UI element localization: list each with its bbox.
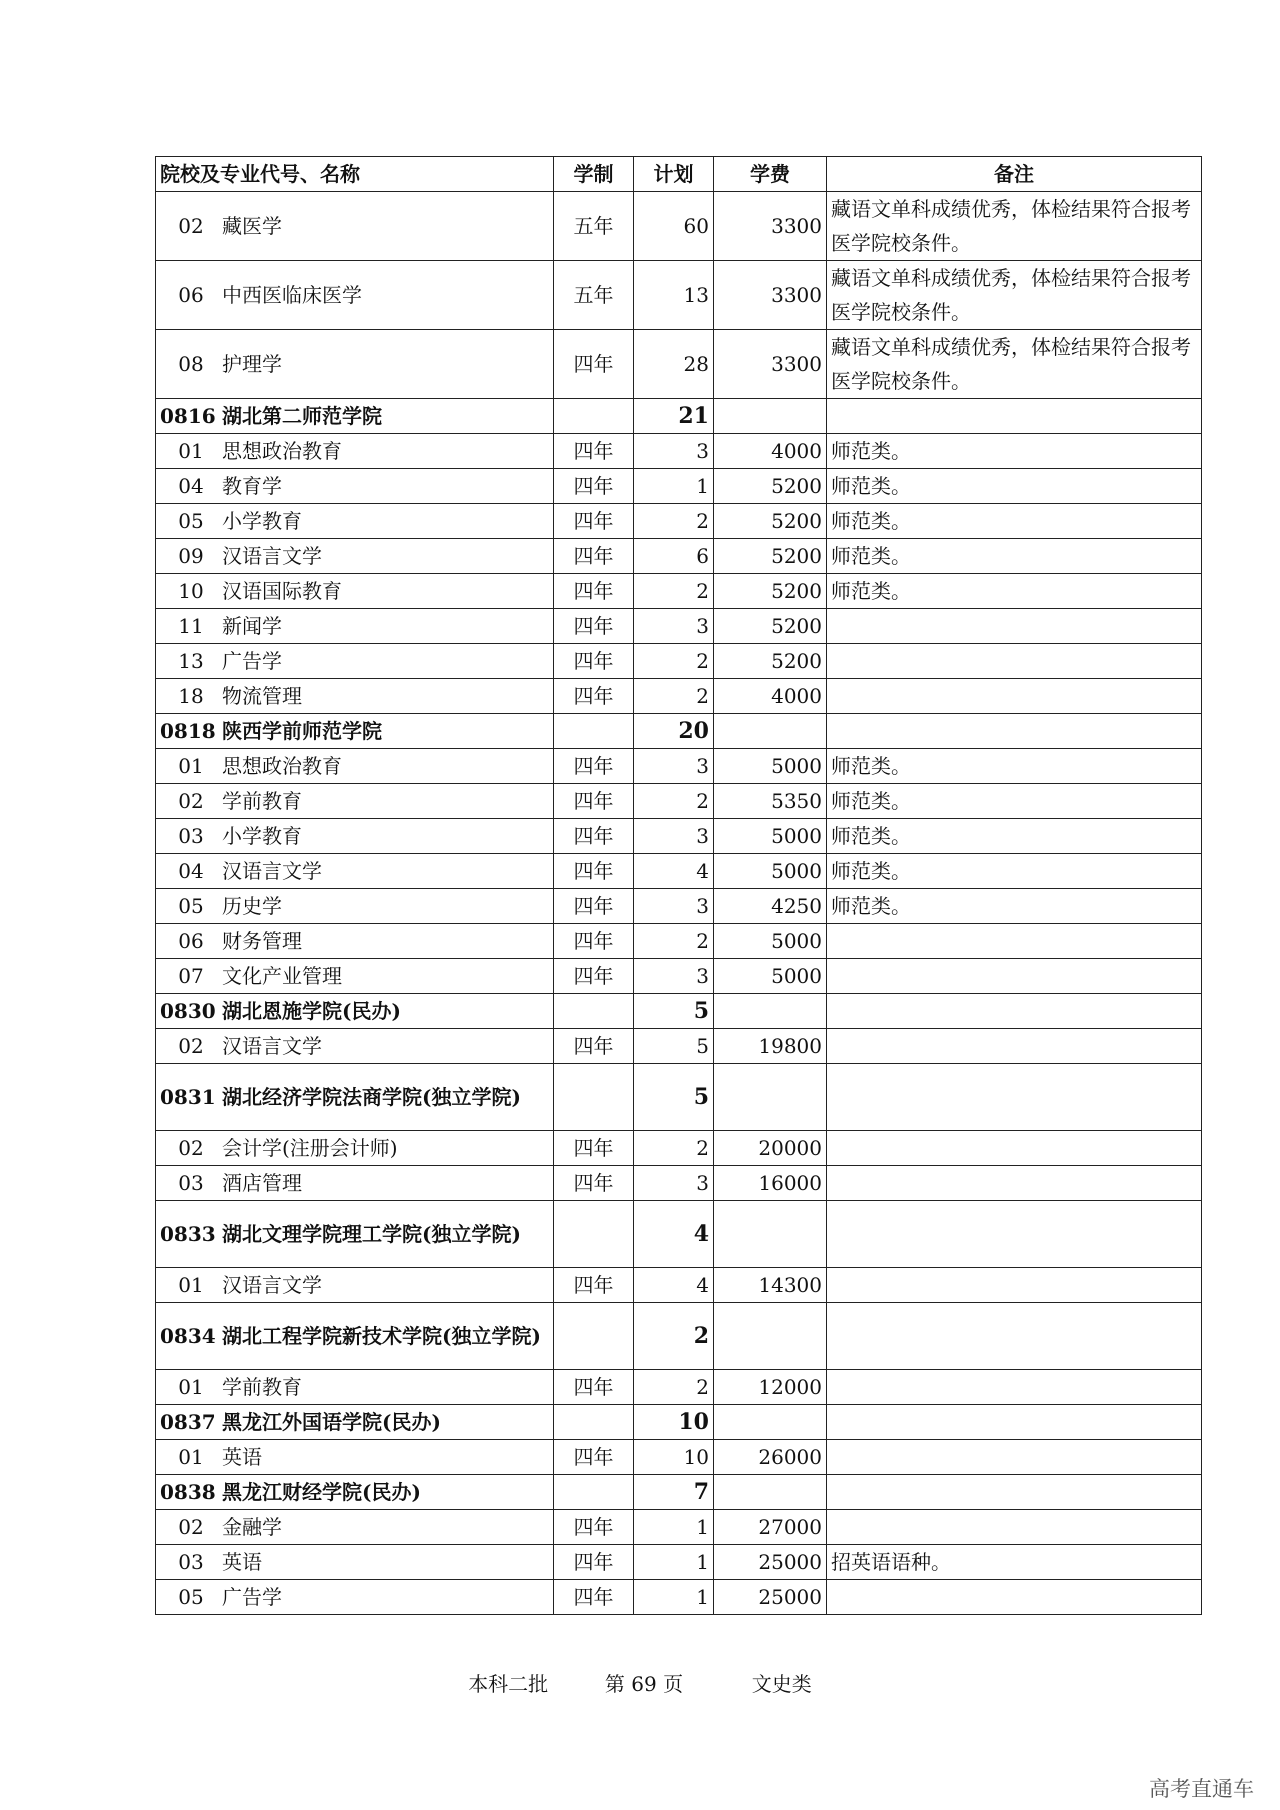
major-row (156, 749, 1202, 784)
cell-plan: 13 (634, 261, 714, 330)
cell-length (554, 1303, 634, 1370)
cell-school-major (156, 434, 554, 469)
cell-fee: 26000 (714, 1440, 827, 1475)
school-row (156, 1475, 1202, 1510)
school-row (156, 1201, 1202, 1268)
cell-fee (714, 994, 827, 1029)
major-name: 思想政治教育 (222, 754, 342, 778)
cell-length: 四年 (554, 1268, 634, 1303)
cell-note: 师范类。 (827, 504, 1202, 539)
cell-note: 师范类。 (827, 854, 1202, 889)
cell-fee: 25000 (714, 1545, 827, 1580)
major-row (156, 330, 1202, 399)
cell-note: 师范类。 (827, 889, 1202, 924)
major-row (156, 679, 1202, 714)
cell-fee: 5000 (714, 854, 827, 889)
major-name: 中西医临床医学 (222, 283, 362, 307)
major-row (156, 1029, 1202, 1064)
cell-note (827, 924, 1202, 959)
cell-note (827, 1405, 1202, 1440)
major-name: 会计学(注册会计师) (222, 1136, 398, 1160)
cell-fee: 5200 (714, 574, 827, 609)
major-name: 新闻学 (222, 614, 282, 638)
cell-note (827, 1580, 1202, 1615)
cell-plan: 4 (634, 1201, 714, 1268)
cell-length: 四年 (554, 819, 634, 854)
cell-plan: 10 (634, 1405, 714, 1440)
cell-note: 师范类。 (827, 784, 1202, 819)
cell-school-major (156, 924, 554, 959)
header-plan: 计划 (634, 157, 714, 192)
cell-fee: 14300 (714, 1268, 827, 1303)
school-name: 陕西学前师范学院 (222, 719, 382, 743)
cell-school-major (156, 644, 554, 679)
cell-plan: 2 (634, 924, 714, 959)
major-code: 03 (178, 824, 204, 848)
cell-plan: 1 (634, 1510, 714, 1545)
major-row (156, 854, 1202, 889)
cell-fee: 19800 (714, 1029, 827, 1064)
major-name: 汉语言文学 (222, 1273, 322, 1297)
school-row (156, 1303, 1202, 1370)
cell-school-major (156, 1268, 554, 1303)
major-code: 04 (178, 859, 204, 883)
major-name: 历史学 (222, 894, 282, 918)
school-row (156, 714, 1202, 749)
cell-note: 师范类。 (827, 539, 1202, 574)
cell-school-major (156, 819, 554, 854)
major-code: 01 (178, 439, 204, 463)
major-row (156, 609, 1202, 644)
cell-note (827, 1440, 1202, 1475)
cell-note (827, 609, 1202, 644)
major-name: 学前教育 (222, 789, 302, 813)
cell-note (827, 399, 1202, 434)
major-row (156, 959, 1202, 994)
major-name: 学前教育 (222, 1375, 302, 1399)
school-name: 湖北文理学院理工学院(独立学院) (222, 1222, 521, 1246)
cell-note: 师范类。 (827, 574, 1202, 609)
cell-note (827, 1268, 1202, 1303)
major-code: 01 (178, 1375, 204, 1399)
cell-school-major (156, 1029, 554, 1064)
cell-fee: 4250 (714, 889, 827, 924)
cell-fee (714, 1201, 827, 1268)
watermark-text: 高考直通车 (1149, 1777, 1254, 1801)
major-name: 藏医学 (222, 214, 282, 238)
school-code: 0830 (160, 999, 216, 1023)
school-code: 0834 (160, 1324, 216, 1348)
cell-plan: 1 (634, 1580, 714, 1615)
major-row (156, 434, 1202, 469)
cell-school-major (156, 1510, 554, 1545)
school-code: 0816 (160, 404, 216, 428)
cell-length (554, 714, 634, 749)
cell-plan: 2 (634, 679, 714, 714)
school-name: 黑龙江财经学院(民办) (222, 1480, 421, 1504)
major-name: 小学教育 (222, 509, 302, 533)
cell-plan: 20 (634, 714, 714, 749)
cell-plan: 5 (634, 1064, 714, 1131)
cell-plan: 3 (634, 959, 714, 994)
cell-fee: 27000 (714, 1510, 827, 1545)
cell-note: 师范类。 (827, 434, 1202, 469)
major-name: 文化产业管理 (222, 964, 342, 988)
cell-note: 藏语文单科成绩优秀，体检结果符合报考医学院校条件。 (827, 261, 1202, 330)
cell-school-major (156, 1475, 554, 1510)
cell-plan: 4 (634, 1268, 714, 1303)
cell-length: 四年 (554, 434, 634, 469)
cell-note: 师范类。 (827, 469, 1202, 504)
cell-school-major (156, 1131, 554, 1166)
cell-school-major (156, 574, 554, 609)
cell-plan: 3 (634, 1166, 714, 1201)
cell-plan: 4 (634, 854, 714, 889)
major-name: 汉语言文学 (222, 859, 322, 883)
cell-note: 藏语文单科成绩优秀，体检结果符合报考医学院校条件。 (827, 192, 1202, 261)
school-code: 0837 (160, 1410, 216, 1434)
cell-plan: 3 (634, 609, 714, 644)
cell-plan: 3 (634, 434, 714, 469)
cell-plan: 2 (634, 1303, 714, 1370)
major-code: 05 (178, 1585, 204, 1609)
major-code: 03 (178, 1171, 204, 1195)
cell-note: 师范类。 (827, 749, 1202, 784)
cell-length: 四年 (554, 1029, 634, 1064)
cell-fee: 4000 (714, 434, 827, 469)
cell-plan: 28 (634, 330, 714, 399)
major-code: 01 (178, 1273, 204, 1297)
cell-school-major (156, 1405, 554, 1440)
major-code: 05 (178, 894, 204, 918)
cell-plan: 7 (634, 1475, 714, 1510)
cell-school-major (156, 330, 554, 399)
cell-plan: 2 (634, 1131, 714, 1166)
major-code: 04 (178, 474, 204, 498)
cell-length: 四年 (554, 679, 634, 714)
cell-school-major (156, 784, 554, 819)
cell-school-major (156, 1064, 554, 1131)
cell-plan: 5 (634, 994, 714, 1029)
major-code: 02 (178, 1136, 204, 1160)
footer-category: 文史类 (751, 1672, 812, 1696)
major-name: 小学教育 (222, 824, 302, 848)
cell-plan: 2 (634, 1370, 714, 1405)
cell-note (827, 994, 1202, 1029)
major-row (156, 1131, 1202, 1166)
cell-fee (714, 1303, 827, 1370)
cell-note (827, 1510, 1202, 1545)
cell-note (827, 1029, 1202, 1064)
cell-plan: 3 (634, 749, 714, 784)
cell-school-major (156, 192, 554, 261)
cell-length: 四年 (554, 1580, 634, 1615)
cell-school-major (156, 609, 554, 644)
major-name: 财务管理 (222, 929, 302, 953)
cell-length: 四年 (554, 644, 634, 679)
cell-note (827, 1475, 1202, 1510)
header-length: 学制 (554, 157, 634, 192)
cell-school-major (156, 1303, 554, 1370)
cell-length: 四年 (554, 854, 634, 889)
major-row (156, 1580, 1202, 1615)
major-code: 02 (178, 1515, 204, 1539)
major-row (156, 1510, 1202, 1545)
major-code: 02 (178, 214, 204, 238)
table-body (156, 192, 1202, 1615)
cell-plan: 2 (634, 784, 714, 819)
cell-plan: 21 (634, 399, 714, 434)
major-row (156, 784, 1202, 819)
school-name: 湖北经济学院法商学院(独立学院) (222, 1085, 521, 1109)
cell-note: 师范类。 (827, 819, 1202, 854)
cell-fee: 5200 (714, 644, 827, 679)
cell-fee: 5200 (714, 539, 827, 574)
cell-school-major (156, 1580, 554, 1615)
cell-plan: 10 (634, 1440, 714, 1475)
cell-school-major (156, 959, 554, 994)
major-code: 08 (178, 352, 204, 376)
major-row (156, 644, 1202, 679)
cell-fee: 5200 (714, 504, 827, 539)
cell-length: 四年 (554, 504, 634, 539)
cell-length (554, 1475, 634, 1510)
major-row (156, 1166, 1202, 1201)
header-fee: 学费 (714, 157, 827, 192)
school-row (156, 1405, 1202, 1440)
cell-school-major (156, 1201, 554, 1268)
cell-length: 四年 (554, 889, 634, 924)
cell-school-major (156, 469, 554, 504)
cell-length: 五年 (554, 192, 634, 261)
cell-fee (714, 1405, 827, 1440)
school-code: 0833 (160, 1222, 216, 1246)
major-code: 02 (178, 789, 204, 813)
cell-length: 四年 (554, 959, 634, 994)
school-name: 湖北第二师范学院 (222, 404, 382, 428)
cell-plan: 60 (634, 192, 714, 261)
footer-batch: 本科二批 (468, 1672, 549, 1696)
major-code: 06 (178, 929, 204, 953)
cell-fee (714, 1475, 827, 1510)
major-row (156, 504, 1202, 539)
major-name: 金融学 (222, 1515, 282, 1539)
major-row (156, 192, 1202, 261)
cell-length: 四年 (554, 574, 634, 609)
major-row (156, 1370, 1202, 1405)
cell-fee (714, 714, 827, 749)
header-note: 备注 (827, 157, 1202, 192)
major-row (156, 924, 1202, 959)
cell-plan: 1 (634, 1545, 714, 1580)
cell-note (827, 644, 1202, 679)
cell-note (827, 959, 1202, 994)
cell-school-major (156, 504, 554, 539)
major-code: 02 (178, 1034, 204, 1058)
cell-note (827, 1303, 1202, 1370)
school-code: 0831 (160, 1085, 216, 1109)
major-name: 广告学 (222, 649, 282, 673)
cell-fee: 5200 (714, 469, 827, 504)
cell-school-major (156, 1440, 554, 1475)
cell-length: 五年 (554, 261, 634, 330)
cell-length: 四年 (554, 1545, 634, 1580)
major-code: 09 (178, 544, 204, 568)
cell-length: 四年 (554, 609, 634, 644)
cell-length: 四年 (554, 924, 634, 959)
footer-page-number: 第 69 页 (604, 1672, 684, 1696)
school-name: 湖北工程学院新技术学院(独立学院) (222, 1324, 541, 1348)
school-row (156, 399, 1202, 434)
cell-fee: 3300 (714, 192, 827, 261)
cell-fee: 4000 (714, 679, 827, 714)
cell-fee: 3300 (714, 330, 827, 399)
cell-fee: 5200 (714, 609, 827, 644)
cell-length (554, 399, 634, 434)
cell-note (827, 714, 1202, 749)
major-code: 10 (178, 579, 204, 603)
cell-note (827, 679, 1202, 714)
cell-fee: 5000 (714, 924, 827, 959)
major-code: 13 (178, 649, 204, 673)
cell-plan: 2 (634, 574, 714, 609)
cell-length: 四年 (554, 1440, 634, 1475)
cell-note (827, 1370, 1202, 1405)
major-name: 物流管理 (222, 684, 302, 708)
cell-school-major (156, 261, 554, 330)
major-row (156, 889, 1202, 924)
major-name: 教育学 (222, 474, 282, 498)
cell-length: 四年 (554, 784, 634, 819)
header-school-major: 院校及专业代号、名称 (156, 157, 554, 192)
major-name: 酒店管理 (222, 1171, 302, 1195)
cell-fee: 16000 (714, 1166, 827, 1201)
major-name: 广告学 (222, 1585, 282, 1609)
major-code: 11 (178, 614, 204, 638)
cell-fee: 5000 (714, 749, 827, 784)
cell-length (554, 1201, 634, 1268)
cell-length: 四年 (554, 1131, 634, 1166)
cell-fee: 5350 (714, 784, 827, 819)
cell-school-major (156, 1166, 554, 1201)
cell-fee (714, 399, 827, 434)
major-row (156, 819, 1202, 854)
major-name: 汉语言文学 (222, 544, 322, 568)
major-name: 汉语国际教育 (222, 579, 342, 603)
major-name: 思想政治教育 (222, 439, 342, 463)
cell-fee: 5000 (714, 959, 827, 994)
cell-school-major (156, 1370, 554, 1405)
cell-plan: 2 (634, 504, 714, 539)
cell-note: 招英语语种。 (827, 1545, 1202, 1580)
major-name: 英语 (222, 1445, 262, 1469)
table-header-row (156, 157, 1202, 192)
cell-note: 藏语文单科成绩优秀，体检结果符合报考医学院校条件。 (827, 330, 1202, 399)
school-row (156, 994, 1202, 1029)
school-name: 黑龙江外国语学院(民办) (222, 1410, 441, 1434)
major-row (156, 1440, 1202, 1475)
cell-school-major (156, 749, 554, 784)
major-row (156, 469, 1202, 504)
cell-school-major (156, 399, 554, 434)
major-code: 07 (178, 964, 204, 988)
cell-note (827, 1201, 1202, 1268)
cell-fee: 20000 (714, 1131, 827, 1166)
cell-length: 四年 (554, 1166, 634, 1201)
cell-plan: 3 (634, 819, 714, 854)
cell-school-major (156, 889, 554, 924)
cell-length: 四年 (554, 1510, 634, 1545)
cell-plan: 3 (634, 889, 714, 924)
cell-length: 四年 (554, 469, 634, 504)
cell-length: 四年 (554, 749, 634, 784)
cell-plan: 1 (634, 469, 714, 504)
major-code: 18 (178, 684, 204, 708)
cell-length: 四年 (554, 1370, 634, 1405)
cell-school-major (156, 679, 554, 714)
cell-school-major (156, 539, 554, 574)
cell-length: 四年 (554, 539, 634, 574)
major-row (156, 1268, 1202, 1303)
cell-length: 四年 (554, 330, 634, 399)
major-row (156, 574, 1202, 609)
major-row (156, 539, 1202, 574)
page-footer (0, 1668, 1280, 1697)
cell-school-major (156, 854, 554, 889)
cell-note (827, 1131, 1202, 1166)
major-code: 01 (178, 1445, 204, 1469)
school-row (156, 1064, 1202, 1131)
cell-fee: 25000 (714, 1580, 827, 1615)
cell-note (827, 1064, 1202, 1131)
cell-school-major (156, 714, 554, 749)
admission-plan-table (155, 156, 1202, 1615)
cell-length (554, 994, 634, 1029)
major-code: 06 (178, 283, 204, 307)
major-code: 05 (178, 509, 204, 533)
cell-fee (714, 1064, 827, 1131)
cell-fee: 5000 (714, 819, 827, 854)
major-code: 03 (178, 1550, 204, 1574)
school-code: 0818 (160, 719, 216, 743)
cell-length (554, 1064, 634, 1131)
major-code: 01 (178, 754, 204, 778)
cell-length (554, 1405, 634, 1440)
cell-plan: 5 (634, 1029, 714, 1064)
major-name: 护理学 (222, 352, 282, 376)
cell-fee: 12000 (714, 1370, 827, 1405)
school-code: 0838 (160, 1480, 216, 1504)
major-row (156, 261, 1202, 330)
major-row (156, 1545, 1202, 1580)
school-name: 湖北恩施学院(民办) (222, 999, 401, 1023)
cell-school-major (156, 1545, 554, 1580)
major-name: 英语 (222, 1550, 262, 1574)
major-name: 汉语言文学 (222, 1034, 322, 1058)
cell-fee: 3300 (714, 261, 827, 330)
cell-note (827, 1166, 1202, 1201)
cell-plan: 2 (634, 644, 714, 679)
cell-plan: 6 (634, 539, 714, 574)
cell-school-major (156, 994, 554, 1029)
